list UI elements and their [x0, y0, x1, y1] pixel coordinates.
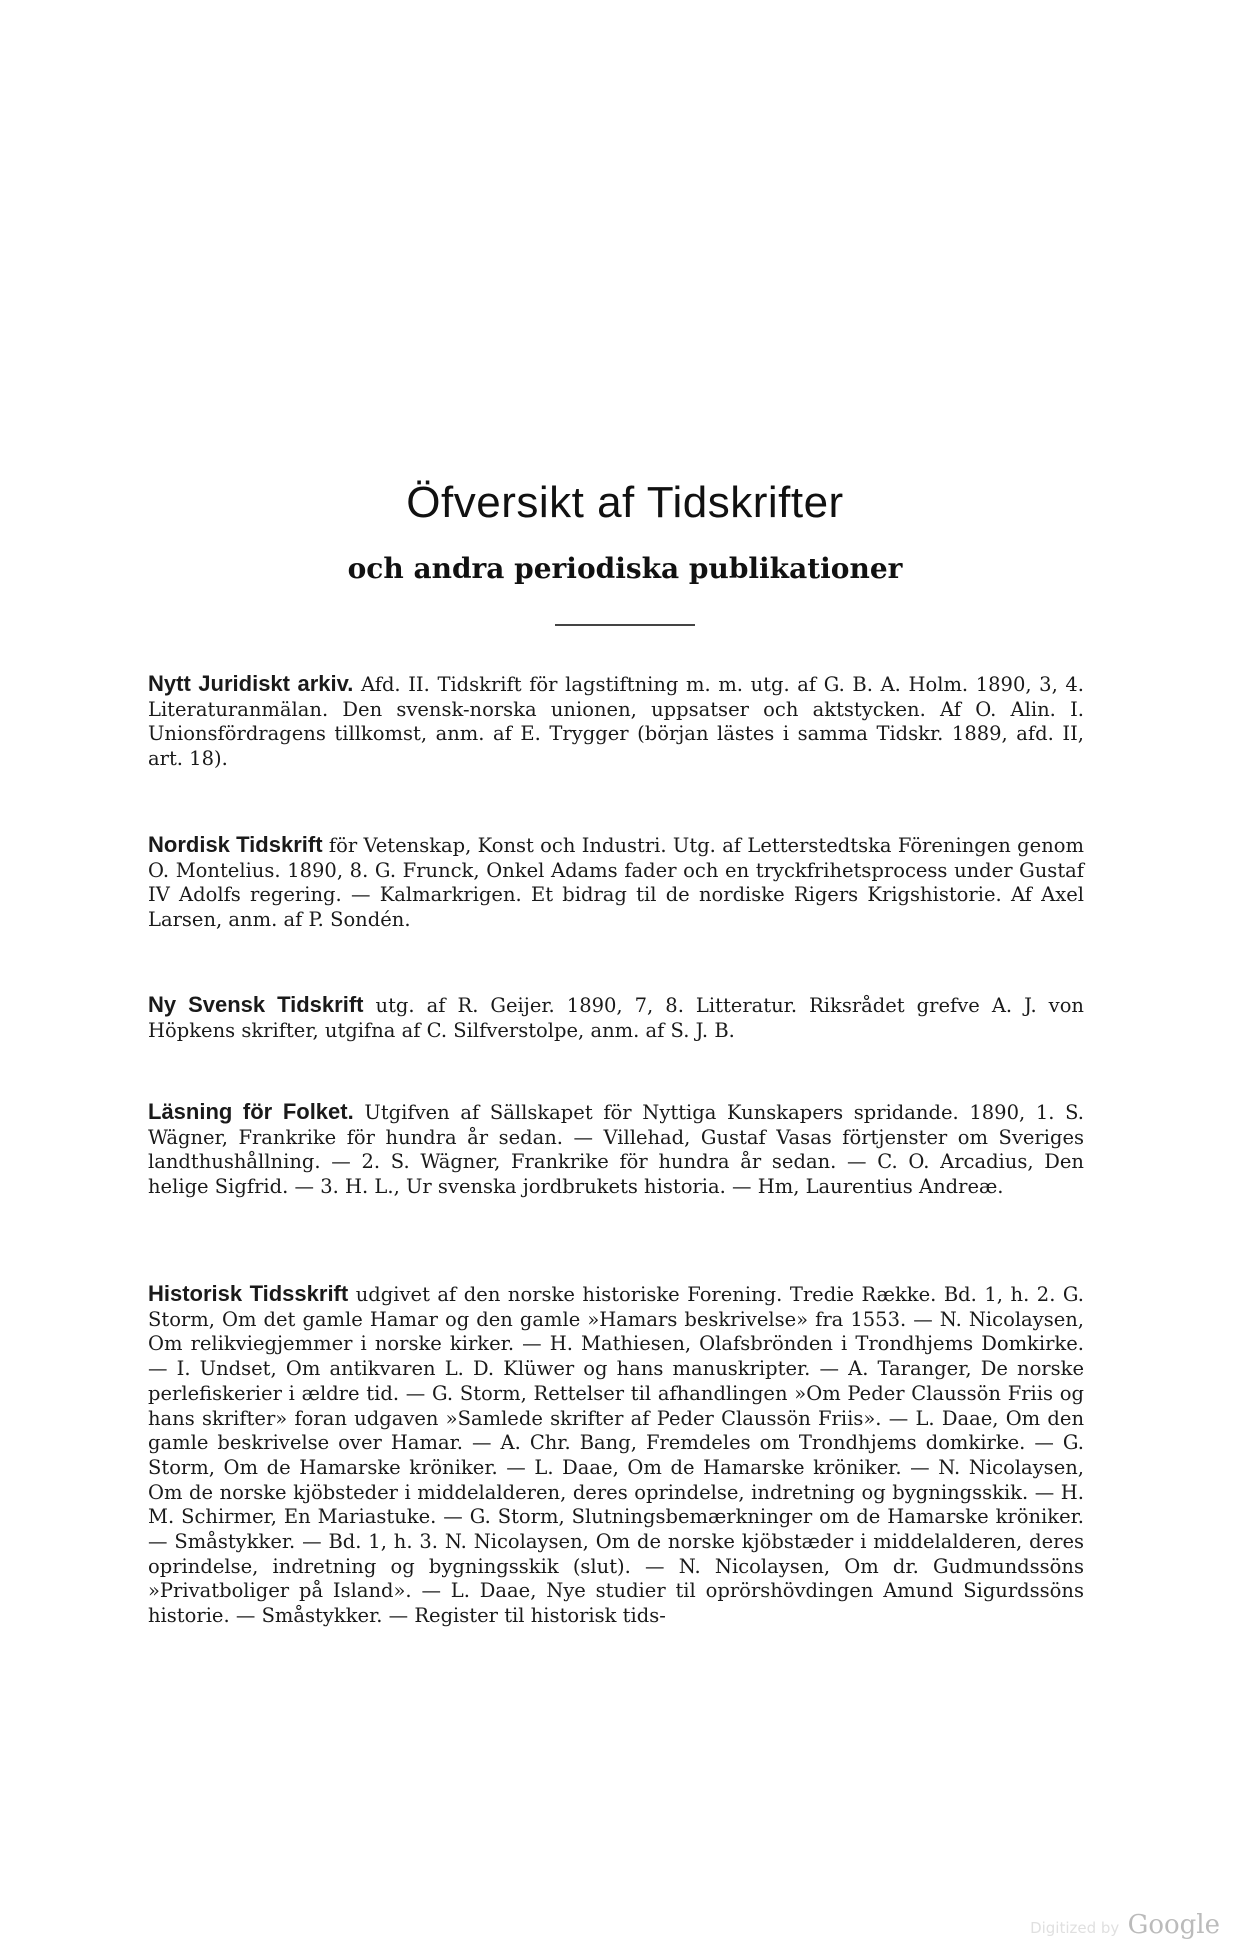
entry-heading: Nytt Juridiskt arkiv.	[148, 671, 354, 696]
title-rule	[555, 624, 695, 626]
page-title: Öfversikt af Tidskrifter	[406, 478, 844, 527]
entry-heading: Nordisk Tidskrift	[148, 832, 323, 857]
page-subtitle: och andra periodiska publikationer	[347, 552, 903, 585]
entry-heading: Läsning för Folket.	[148, 1099, 354, 1124]
google-logo-text: Google	[1127, 1910, 1220, 1940]
entry-ny-svensk-tidskrift	[148, 993, 1084, 1043]
entry-nordisk-tidskrift	[148, 833, 1084, 933]
entry-historisk-tidsskrift	[148, 1282, 1084, 1862]
google-watermark	[1030, 1910, 1220, 1940]
digitized-label: Digitized by	[1030, 1919, 1120, 1937]
entry-text: för Vetenskap, Konst och Industri. Utg. af Letterstedtska Föreningen genom O. Montelius. 1890, 8. G. Frunck, Onkel Adams fader och en tryckfrihetsprocess under Gustaf IV Adolfs regering. — Kalmarkrigen. Et bidrag til de nordiske Rigers Krigshistorie. Af Axel Larsen, anm. af P. Sondén.	[148, 834, 1084, 932]
entry-lasning-for-folket	[148, 1100, 1084, 1200]
entry-text: utg. af R. Geijer. 1890, 7, 8. Litteratur. Riksrådet grefve A. J. von Höpkens skrifter, utgifna af C. Silfverstolpe, anm. af S. J. B.	[148, 994, 1084, 1042]
entry-text: udgivet af den norske historiske Forening. Tredie Række. Bd. 1, h. 2. G. Storm, Om det gamle Hamar og den gamle »Hamars beskrivelse» fra 1553. — N. Nicolaysen, Om relikviegjemmer i norske kirker. — H. Mathiesen, Olafsbrönden i Trondhjems Domkirke. — I. Undset, Om antikvaren L. D. Klüwer og hans manuskripter. — A. Taranger, De norske perlefiskerier i ældre tid. — G. Storm, Rettelser til afhandlingen »Om Peder Claussön Friis og hans skrifter» foran udgaven »Samlede skrifter af Peder Claussön Friis». — L. Daae, Om den gamle beskrivelse over Hamar. — A. Chr. Bang, Fremdeles om Trondhjems domkirke. — G. Storm, Om de Hamarske kröniker. — L. Daae, Om de Hamarske kröniker. — N. Nicolaysen, Om de norske kjöbsteder i middelalderen, deres oprindelse, indretning og bygningsskik. — H. M. Schirmer, En Mariastuke. — G. Storm, Slutningsbemærkninger om de Hamarske kröniker. — Småstykker. — Bd. 1, h. 3. N. Nicolaysen, Om de norske kjöbstæder i middelalderen, deres oprindelse, indretning og bygningsskik (slut). — N. Nicolaysen, Om dr. Gudmundssöns »Privatboliger på Island». — L. Daae, Nye studier til oprörshövdingen Amund Sigurdssöns historie. — Småstykker. — Register til historisk tids-	[148, 1283, 1084, 1628]
entry-nytt-juridiskt-arkiv	[148, 672, 1084, 772]
entry-text: Afd. II. Tidskrift för lagstiftning m. m. utg. af G. B. A. Holm. 1890, 3, 4. Literaturanmälan. Den svensk-norska unionen, uppsatser och aktstycken. Af O. Alin. I. Unionsfördragens tillkomst, anm. af E. Trygger (början lästes i samma Tidskr. 1889, afd. II, art. 18).	[148, 673, 1084, 771]
entry-heading: Historisk Tidsskrift	[148, 1282, 349, 1306]
entry-heading: Ny Svensk Tidskrift	[148, 992, 364, 1017]
entry-text: Utgifven af Sällskapet för Nyttiga Kunskapers spridande. 1890, 1. S. Wägner, Frankrike för hundra år sedan. — Villehad, Gustaf Vasas förtjenster om Sveriges landthushållning. — 2. S. Wägner, Frankrike för hundra år sedan. — C. O. Arcadius, Den helige Sigfrid. — 3. H. L., Ur svenska jordbrukets historia. — Hm, Laurentius Andreæ.	[148, 1101, 1084, 1199]
